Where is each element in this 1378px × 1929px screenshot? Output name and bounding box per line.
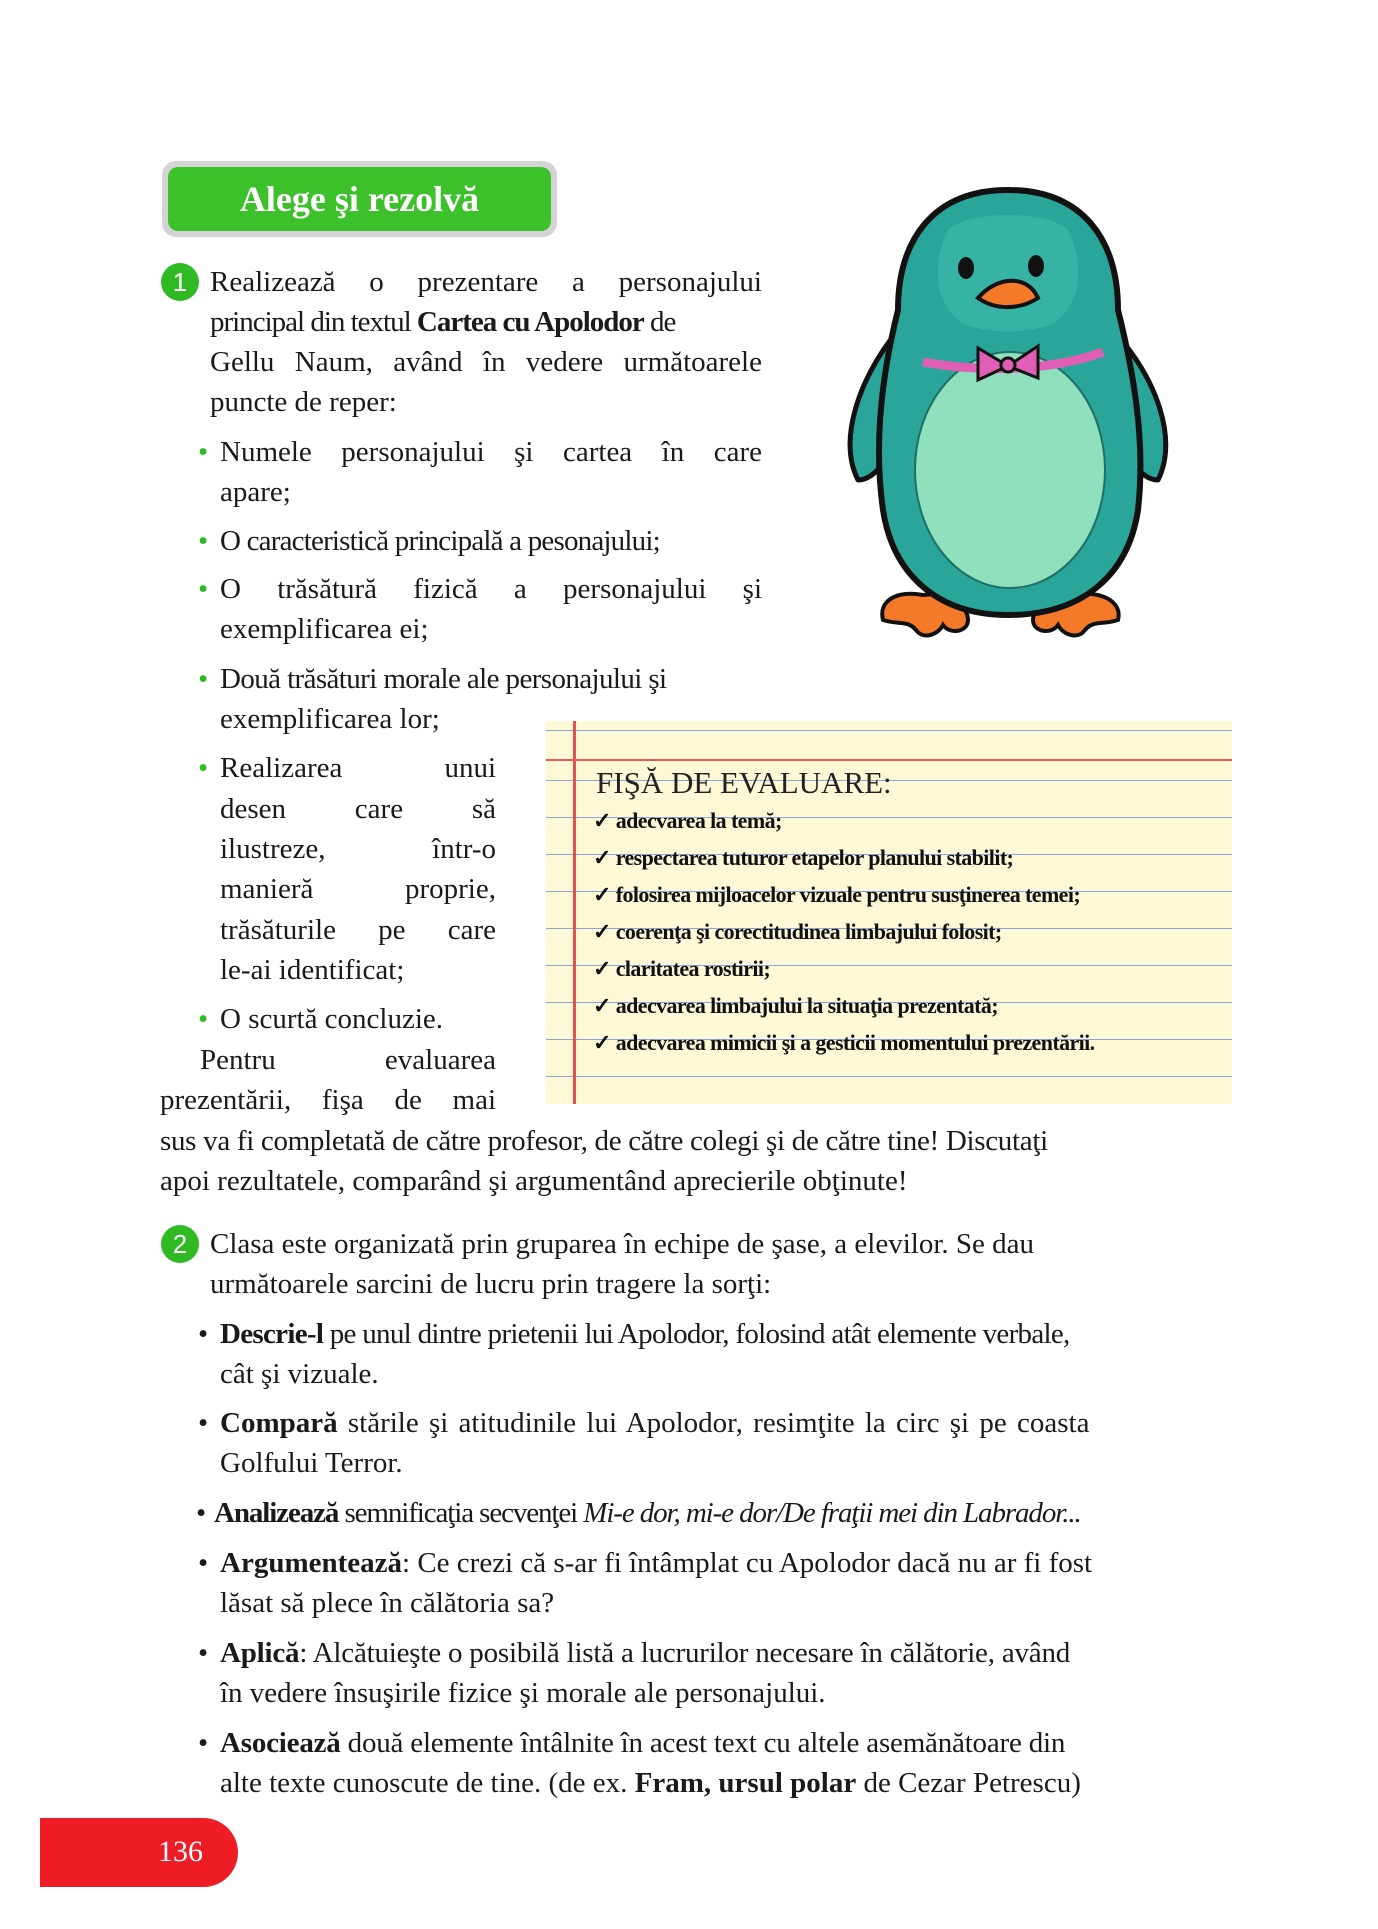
task2-line2: Golfului Terror. [220,1447,403,1479]
exercise1-intro-line4: puncte de reper: [210,386,397,418]
bullet5-line4: manieră proprie, [220,873,496,905]
bullet-icon: • [198,663,209,695]
sheet-margin-line [573,721,576,1104]
bullet2-line1: O caracteristică principală a pesonajului; [220,525,660,557]
bullet3-line1: O trăsătură fizică a personajului şi [220,573,762,605]
bullet-icon: • [198,1407,209,1439]
evaluation-sheet-title: FIŞĂ DE EVALUARE: [596,765,892,800]
evaluation-criterion: ✓ coerenţa şi corectitudinea limbajului folosit; [593,919,1002,944]
bullet-icon: • [198,752,209,784]
bullet3-line2: exemplificarea ei; [220,613,429,645]
evaluation-criterion: ✓ claritatea rostirii; [593,956,771,981]
bullet-icon: • [196,1497,207,1529]
bullet-icon: • [198,573,209,605]
bullet1-line1: Numele personajului şi cartea în care [220,436,762,468]
bullet5-line5: trăsăturile pe care [220,914,496,946]
page-number: 136 [158,1835,203,1868]
section-heading-label: Alege şi rezolvă [168,167,551,231]
bullet-icon: • [198,1637,209,1669]
task2-line1: Compară stările şi atitudinile lui Apolodor, resimţite la circ şi pe coasta [220,1407,1090,1439]
bullet4-line2: exemplificarea lor; [220,703,440,735]
evaluation-line4: apoi rezultatele, comparând şi argumentând aprecierile obţinute! [160,1165,908,1197]
bullet-icon: • [198,1727,209,1759]
task5-line1: Aplică: Alcătuieşte o posibilă listă a lucrurilor necesare în călătorie, având [220,1637,1071,1669]
task1-line2: cât şi vizuale. [220,1358,379,1390]
bullet5-line1: Realizarea unui [220,752,496,784]
section-heading [162,161,557,237]
task1-line1: Descrie-l pe unul dintre prietenii lui Apolodor, folosind atât elemente verbale, [220,1318,1070,1350]
check-icon: ✓ [593,1030,611,1055]
evaluation-sheet [546,721,1232,1104]
check-icon: ✓ [593,919,611,944]
task3-line1: Analizează semnificaţia secvenţei Mi-e dor, mi-e dor/De fraţii mei din Labrador... [214,1497,1081,1529]
bullet4-line1: Două trăsături morale ale personajului şi [220,663,667,695]
exercise2-intro-line2: următoarele sarcini de lucru prin tragere la sorţi: [210,1268,772,1300]
check-icon: ✓ [593,882,611,907]
evaluation-line1: Pentru evaluarea [200,1044,496,1076]
check-icon: ✓ [593,993,611,1018]
evaluation-criterion: ✓ adecvarea limbajului la situaţia prezentată; [593,993,998,1018]
evaluation-line3: sus va fi completată de către profesor, de către colegi şi de către tine! Discutaţi [160,1125,1048,1157]
bullet6-line1: O scurtă concluzie. [220,1003,444,1035]
check-icon: ✓ [593,956,611,981]
bullet-icon: • [198,436,209,468]
bullet-icon: • [198,1003,209,1035]
bullet1-line2: apare; [220,476,291,508]
task4-line1: Argumentează: Ce crezi că s-ar fi întâmplat cu Apolodor dacă nu ar fi fost [220,1547,1093,1579]
task5-line2: în vedere însuşirile fizice şi morale ale personajului. [220,1677,826,1709]
bullet-icon: • [198,1547,209,1579]
check-icon: ✓ [593,808,611,833]
bullet-icon: • [198,525,209,557]
book-title: Cartea cu Apolodor [416,306,644,338]
check-icon: ✓ [593,845,611,870]
exercise1-intro-line3: Gellu Naum, având în vedere următoarele [210,346,762,378]
task6-line1: Asociează două elemente întâlnite în acest text cu altele asemănătoare din [220,1727,1066,1759]
evaluation-criterion: ✓ adecvarea mimicii şi a gesticii momentului prezentării. [593,1030,1095,1055]
task6-line2: alte texte cunoscute de tine. (de ex. Fram, ursul polar de Cezar Petrescu) [220,1767,1081,1799]
exercise1-intro-line1: Realizează o prezentare a personajului [210,266,762,298]
exercise1-intro-line2: principal din textul Cartea cu Apolodor de [210,306,676,338]
evaluation-criterion: ✓ respectarea tuturor etapelor planului stabilit; [593,845,1014,870]
exercise-number-2: 2 [161,1225,199,1263]
evaluation-criterion: ✓ folosirea mijloacelor vizuale pentru susţinerea temei; [593,882,1081,907]
bullet5-line6: le-ai identificat; [220,954,405,986]
evaluation-line2: prezentării, fişa de mai [160,1084,496,1116]
page-number-badge [40,1818,238,1887]
bullet5-line3: ilustreze, într-o [220,833,496,865]
penguin-illustration [838,180,1178,670]
sheet-top-line [546,759,1232,761]
bullet-icon: • [198,1318,209,1350]
bullet5-line2: desen care să [220,793,496,825]
task4-line2: lăsat să plece în călătoria sa? [220,1587,555,1619]
exercise-number-1: 1 [161,263,199,301]
exercise2-intro-line1: Clasa este organizată prin gruparea în echipe de şase, a elevilor. Se dau [210,1228,1035,1260]
evaluation-criterion: ✓ adecvarea la temă; [593,808,782,833]
